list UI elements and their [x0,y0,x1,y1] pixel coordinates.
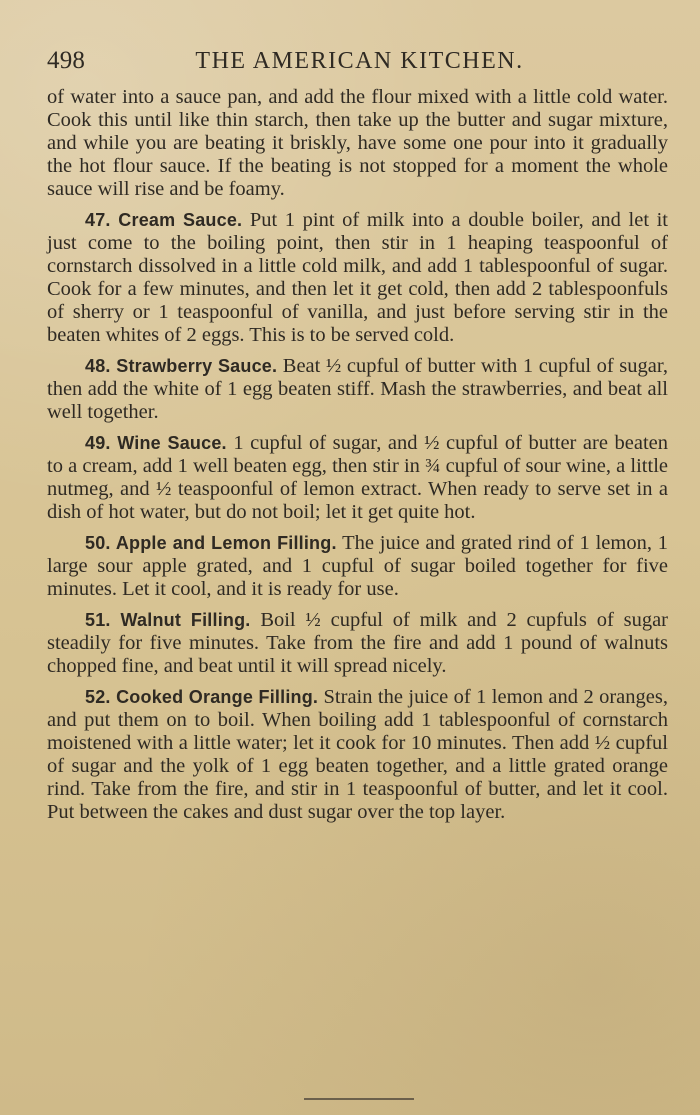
recipe-entry-49 [47,432,668,524]
paragraph-continuation [47,86,668,201]
recipe-entry-51 [47,609,668,678]
recipe-heading: 50. Apple and Lemon Filling. [85,533,337,553]
recipe-text: The juice and grated rind of 1 lemon, 1 large sour apple grated, and 1 cupful of sugar boiled together for five minutes. Let it cool, and it is ready for use. [47,532,668,600]
recipe-heading: 48. Strawberry Sauce. [85,356,278,376]
paragraph-text: of water into a sauce pan, and add the flour mixed with a little cold water. Cook this until like thin starch, then take up the butter and sugar mixture, and while you are beating it briskly, have some one pour into it gradually the hot flour sauce. If the beating is not stopped for a moment the whole sauce will rise and be foamy. [47,86,668,200]
recipe-heading: 52. Cooked Orange Filling. [85,687,319,707]
recipe-entry-52 [47,686,668,824]
recipe-entry-48 [47,355,668,424]
page-text [47,86,668,832]
recipe-text: Strain the juice of 1 lemon and 2 oranges, and put them on to boil. When boiling add 1 tablespoonful of cornstarch moistened with a little water; let it cook for 10 minutes. Then add ½ cupful of sugar and the yolk of 1 egg beaten together, and a little grated orange rind. Take from the fire, and stir in 1 teaspoonful of butter, and let it cool. Put between the cakes and dust sugar over the top layer. [47,686,668,823]
recipe-heading: 51. Walnut Filling. [85,610,251,630]
recipe-text: 1 cupful of sugar, and ½ cupful of butter are beaten to a cream, add 1 well beaten egg, then stir in ¾ cupful of sour wine, a little nutmeg, and ½ teaspoonful of lemon extract. When ready to serve set in a dish of hot water, but do not boil; let it get quite hot. [47,432,668,523]
running-title: THE AMERICAN KITCHEN. [195,48,524,74]
recipe-entry-47 [47,209,668,347]
recipe-text: Boil ½ cupful of milk and 2 cupfuls of sugar steadily for five minutes. Take from the fire and add 1 pound of walnuts chopped fine, and beat until it will spread nicely. [47,609,668,677]
recipe-heading: 47. Cream Sauce. [85,210,243,230]
recipe-heading: 49. Wine Sauce. [85,433,227,453]
footer-rule [304,1098,414,1100]
page-number: 498 [47,47,86,74]
recipe-entry-50 [47,532,668,601]
recipe-text: Beat ½ cupful of butter with 1 cupful of sugar, then add the white of 1 egg beaten stiff. Mash the strawberries, and beat all well together. [47,355,668,423]
page-header [47,44,672,78]
recipe-text: Put 1 pint of milk into a double boiler, and let it just come to the boiling point, then stir in 1 heaping teaspoonful of cornstarch dissolved in a little cold milk, and add 1 tablespoonful of sugar. Cook for a few minutes, and then let it get cold, then add 2 tablespoonfuls of sherry or 1 teaspoonful of vanilla, and just before serving stir in the beaten whites of 2 eggs. This is to be served cold. [47,209,669,346]
